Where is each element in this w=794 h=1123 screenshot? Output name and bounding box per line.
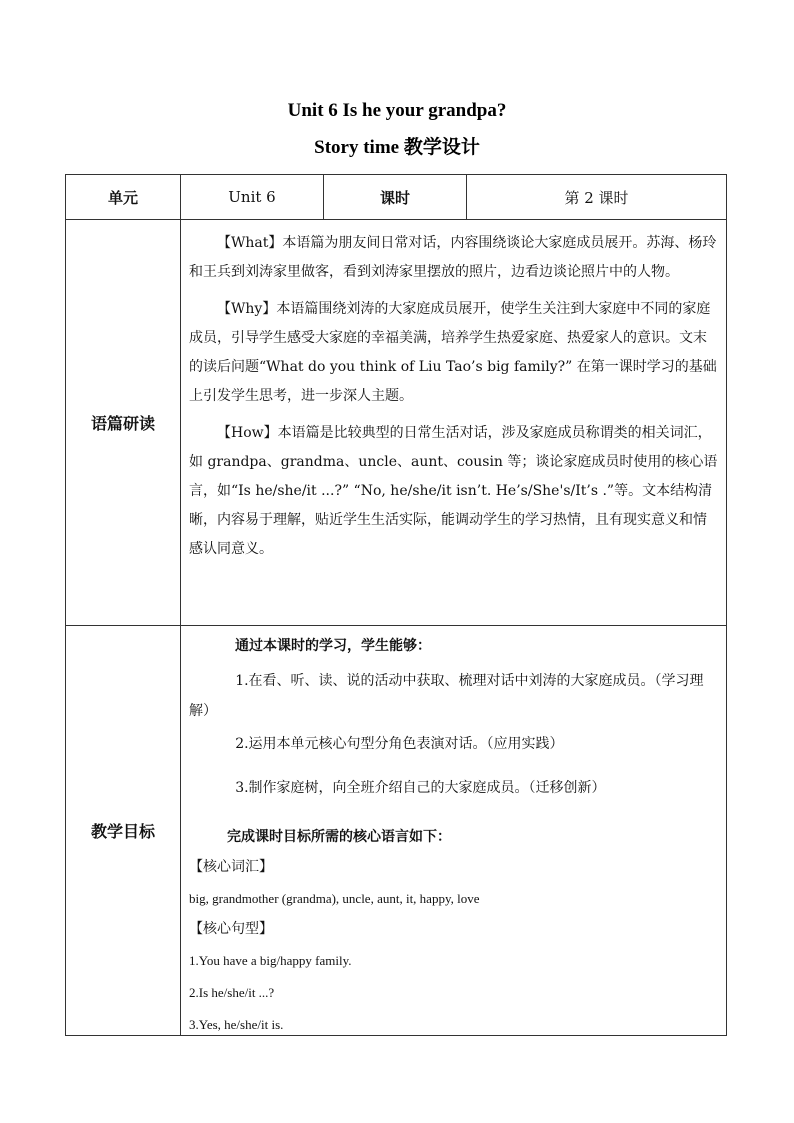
teaching-goals-content xyxy=(181,626,727,1036)
how-paragraph: 【How】本语篇是比较典型的日常生活对话，涉及家庭成员称谓类的相关词汇，如 grandpa、grandma、uncle、aunt、cousin 等；谈论家庭成员时使用的核心语言，如“Is he/she/it ...?” “No, he/she/it isn’t. He’s/She's/It’s .”等。文本结构清晰，内容易于理解，贴近学生生活实际，能调动学生的学习热情，且有现实意义和情感认同意义。 xyxy=(189,425,718,557)
goal-item-3: 3.制作家庭树，向全班介绍自己的大家庭成员。（迁移创新） xyxy=(235,780,606,796)
document-subtitle: Story time 教学设计 xyxy=(314,137,480,158)
lesson-value: 第 2 课时 xyxy=(467,175,727,220)
document-title: Unit 6 Is he your grandpa? xyxy=(287,100,507,121)
core-pattern-heading: 【核心句型】 xyxy=(189,921,273,937)
core-pattern-1: 1.You have a big/happy family. xyxy=(189,953,352,968)
unit-label: 单元 xyxy=(66,175,181,220)
goals-intro: 通过本课时的学习，学生能够： xyxy=(235,638,431,654)
core-pattern-3: 3.Yes, he/she/it is. xyxy=(189,1017,284,1032)
text-analysis-row xyxy=(66,220,727,626)
text-analysis-content xyxy=(181,220,727,626)
goal-item-2: 2.运用本单元核心句型分角色表演对话。（应用实践） xyxy=(235,736,564,752)
core-pattern-2: 2.Is he/she/it ...? xyxy=(189,985,275,1000)
core-language-intro: 完成课时目标所需的核心语言如下： xyxy=(227,829,451,845)
why-paragraph: 【Why】本语篇围绕刘涛的大家庭成员展开，使学生关注到大家庭中不同的家庭成员，引导学生感受大家庭的幸福美满，培养学生热爱家庭、热爱家人的意识。文末的读后问题“What do you think of Liu Tao’s big family?” 在第一课时学习的基础上引发学生思考，进一步深人主题。 xyxy=(189,301,717,404)
teaching-goals-row xyxy=(66,626,727,1036)
lesson-plan-table xyxy=(65,174,727,1036)
what-paragraph: 【What】本语篇为朋友间日常对话，内容围绕谈论大家庭成员展开。苏海、杨玲和王兵到刘涛家里做客，看到刘涛家里摆放的照片，边看边谈论照片中的人物。 xyxy=(189,235,717,280)
teaching-goals-label: 教学目标 xyxy=(66,626,181,1036)
text-analysis-label: 语篇研读 xyxy=(66,220,181,626)
header-row xyxy=(66,175,727,220)
unit-value: Unit 6 xyxy=(181,175,324,220)
goal-item-1: 1.在看、听、读、说的活动中获取、梳理对话中刘涛的大家庭成员。（学习理解） xyxy=(189,673,704,719)
core-vocab-list: big, grandmother (grandma), uncle, aunt, it, happy, love xyxy=(189,891,480,906)
lesson-label: 课时 xyxy=(324,175,467,220)
core-vocab-heading: 【核心词汇】 xyxy=(189,859,273,875)
